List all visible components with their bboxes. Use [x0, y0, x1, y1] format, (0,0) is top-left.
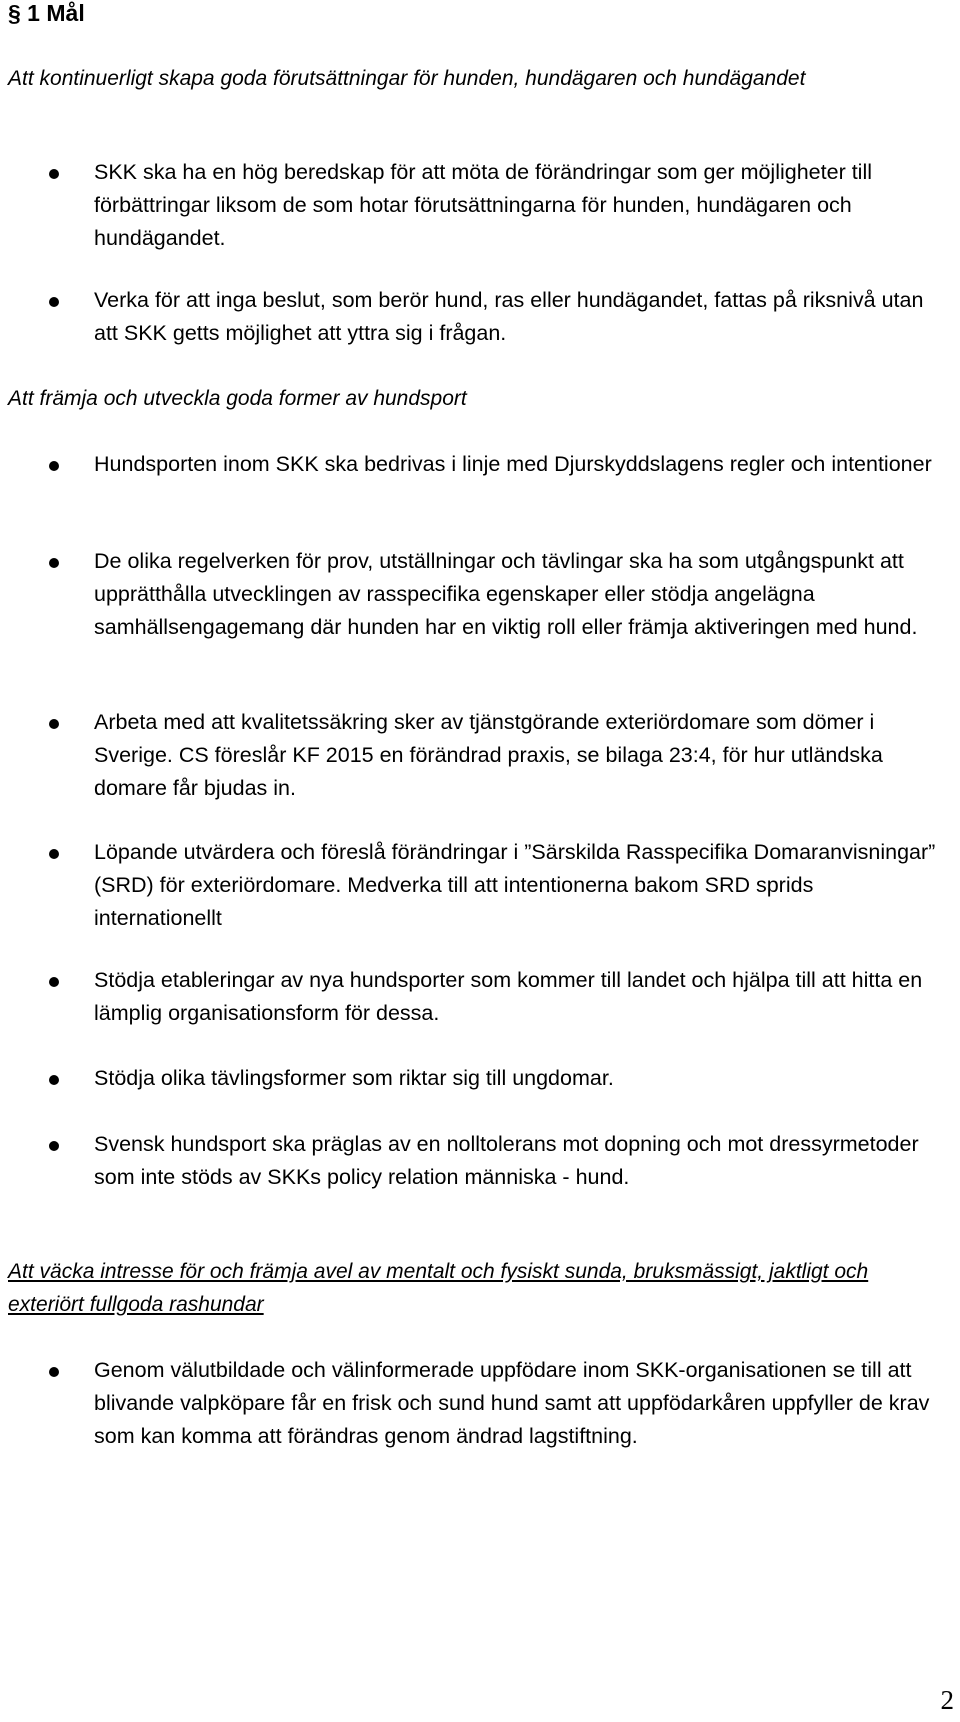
page-number: 2: [940, 1685, 954, 1715]
bullet-icon: [49, 169, 59, 179]
list-item: Arbeta med att kvalitetssäkring sker av tjänstgörande exteriördomare som dömer i Sverige. CS föreslår KF 2015 en förändrad praxis, se bilaga 23:4, för hur utländska domare får bjudas in.: [94, 710, 883, 800]
goal-title: Att främja och utveckla goda former av hundsport: [8, 387, 467, 410]
goal-title: Att kontinuerligt skapa goda förutsättningar för hunden, hundägaren och hundägandet: [8, 67, 806, 90]
list-item: Löpande utvärdera och föreslå förändringar i ”Särskilda Rasspecifika Domaranvisningar” (SRD) för exteriördomare. Medverka till att intentionerna bakom SRD sprids internationellt: [94, 840, 936, 930]
list-item: Verka för att inga beslut, som berör hund, ras eller hundägandet, fattas på riksnivå utan att SKK getts möjlighet att yttra sig i frågan.: [94, 288, 924, 345]
bullet-icon: [49, 719, 59, 729]
section-heading: § 1 Mål: [8, 0, 85, 26]
list-item: Genom välutbildade och välinformerade uppfödare inom SKK-organisationen se till att blivande valpköpare får en frisk och sund hund samt att uppfödarkåren uppfyller de krav som kan komma att förändras genom ändrad lagstiftning.: [94, 1358, 930, 1448]
bullet-icon: [49, 977, 59, 987]
list-item: Hundsporten inom SKK ska bedrivas i linje med Djurskyddslagens regler och intentioner: [94, 452, 932, 476]
bullet-icon: [49, 558, 59, 568]
bullet-icon: [49, 297, 59, 307]
list-item: Stödja olika tävlingsformer som riktar sig till ungdomar.: [94, 1066, 614, 1090]
bullet-icon: [49, 1141, 59, 1151]
list-item: Svensk hundsport ska präglas av en nolltolerans mot dopning och mot dressyrmetoder som inte stöds av SKKs policy relation människa - hund.: [94, 1132, 919, 1189]
bullet-icon: [49, 1075, 59, 1085]
goal-title: Att väcka intresse för och främja avel av mentalt och fysiskt sunda, bruksmässigt, jaktligt och exteriört fullgoda rashundar: [8, 1260, 869, 1316]
list-item: Stödja etableringar av nya hundsporter som kommer till landet och hjälpa till att hitta en lämplig organisationsform för dessa.: [94, 968, 923, 1025]
bullet-icon: [49, 849, 59, 859]
bullet-icon: [49, 1367, 59, 1377]
list-item: De olika regelverken för prov, utställningar och tävlingar ska ha som utgångspunkt att upprätthålla utvecklingen av rasspecifika egenskaper eller stödja angelägna samhällsengagemang där hunden har en viktig roll eller främja aktiveringen med hund.: [94, 549, 918, 639]
bullet-icon: [49, 461, 59, 471]
list-item: SKK ska ha en hög beredskap för att möta de förändringar som ger möjligheter till förbättringar liksom de som hotar förutsättningarna för hunden, hundägaren och hundägandet.: [94, 160, 872, 250]
